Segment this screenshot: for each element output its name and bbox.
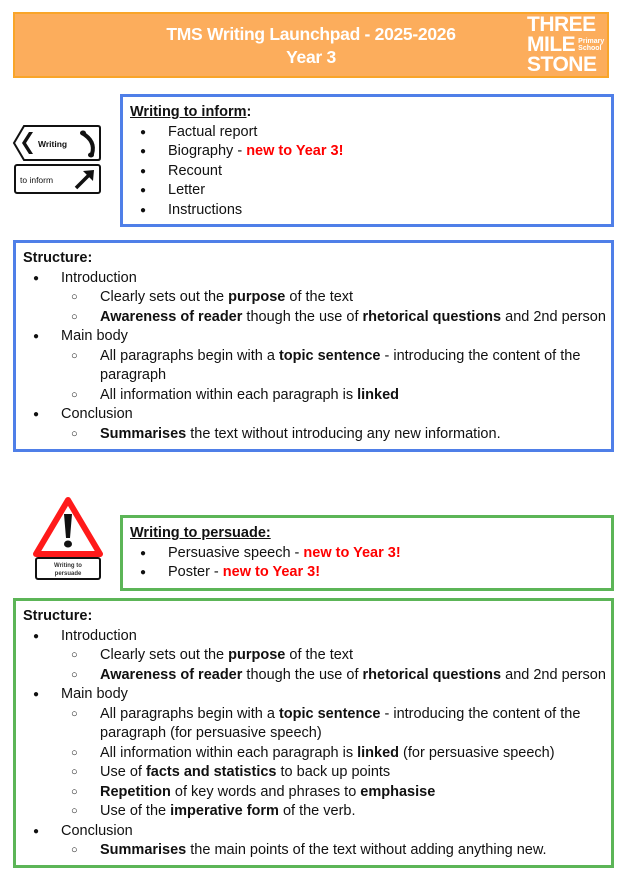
structure-section: ● Conclusion xyxy=(23,822,611,842)
list-item xyxy=(130,544,611,564)
persuade-structure-box xyxy=(13,598,614,868)
structure-point: ○ All information within each paragraph is linked (for persuasive speech) xyxy=(23,744,611,764)
sign-bottom-text: to inform xyxy=(20,175,54,185)
structure-point: ○ Use of facts and statistics to back up points xyxy=(23,763,611,783)
structure-point: ○ Awareness of reader though the use of rhetorical questions and 2nd person xyxy=(23,666,611,686)
structure-point: ○ Awareness of reader though the use of rhetorical questions and 2nd person xyxy=(23,308,611,328)
inform-types-box xyxy=(120,94,614,227)
structure-point: ○ Clearly sets out the purpose of the text xyxy=(23,288,611,308)
list-item-text: Biography - xyxy=(168,143,247,159)
logo-mile: MILE xyxy=(527,33,576,56)
key-term: rhetorical questions xyxy=(362,308,502,325)
warning-sign-icon xyxy=(33,496,103,581)
key-term: Summarises xyxy=(100,842,187,858)
page-header xyxy=(13,12,609,78)
inform-structure-list xyxy=(23,269,611,445)
list-item-text: Recount xyxy=(168,162,223,179)
key-term: rhetorical questions xyxy=(362,666,502,683)
warning-sign-line2: persuade xyxy=(54,571,82,577)
warning-sign-line1: Writing to xyxy=(54,563,82,569)
school-logo xyxy=(527,13,605,77)
persuade-heading xyxy=(130,524,611,544)
inform-heading xyxy=(130,103,611,123)
key-term: Awareness of reader xyxy=(100,666,243,683)
list-item xyxy=(130,162,611,182)
structure-section: ● Conclusion xyxy=(23,405,611,425)
key-term: linked xyxy=(357,386,400,403)
key-term: purpose xyxy=(228,647,286,663)
list-item-text: Instructions xyxy=(168,201,243,218)
key-term: emphasise xyxy=(360,783,436,800)
structure-point: ○ Summarises the text without introducing any new information. xyxy=(23,425,611,445)
new-badge: new to Year 3! xyxy=(222,564,321,580)
structure-point: ○ All paragraphs begin with a topic sentence - introducing the content of the paragraph (for persuasive speech) xyxy=(23,705,611,744)
logo-primary: Primary xyxy=(578,38,605,45)
persuade-heading-text: Writing to persuade: xyxy=(130,525,271,541)
structure-section: ● Main body xyxy=(23,327,611,347)
list-item xyxy=(130,142,611,162)
key-term: Summarises xyxy=(100,425,187,442)
logo-school: School xyxy=(578,45,602,52)
list-item xyxy=(130,563,611,583)
list-item-text: Letter xyxy=(168,182,206,198)
structure-point: ○ Clearly sets out the purpose of the text xyxy=(23,646,611,666)
title-line-1: TMS Writing Launchpad - 2025-2026 xyxy=(166,24,456,44)
page-title xyxy=(15,23,607,69)
warning-sign-graphic xyxy=(33,496,103,581)
logo-stone: STONE xyxy=(527,53,597,76)
logo-three: THREE xyxy=(527,13,596,36)
persuade-structure-heading: Structure: xyxy=(23,608,93,624)
new-badge: new to Year 3! xyxy=(246,143,344,159)
key-term: facts and statistics xyxy=(145,764,277,780)
key-term: linked xyxy=(357,744,400,761)
sign-top-text: Writing xyxy=(38,139,68,149)
persuade-structure-list xyxy=(23,627,611,861)
inform-structure-heading: Structure: xyxy=(23,250,93,266)
key-term: purpose xyxy=(228,289,286,305)
inform-heading-text: Writing to inform xyxy=(130,104,247,120)
list-item-text: Persuasive speech - xyxy=(168,544,304,561)
logo-primary-school xyxy=(578,38,604,52)
title-line-2: Year 3 xyxy=(286,47,336,67)
structure-section: ● Introduction xyxy=(23,269,611,289)
key-term: Repetition xyxy=(100,783,171,800)
list-item-text: Poster - xyxy=(168,564,223,580)
structure-section: ● Introduction xyxy=(23,627,611,647)
structure-section: ● Main body xyxy=(23,685,611,705)
new-badge: new to Year 3! xyxy=(303,544,401,561)
inform-types-list xyxy=(130,123,611,221)
list-item xyxy=(130,123,611,143)
signpost-graphic xyxy=(12,124,102,196)
key-term: topic sentence xyxy=(278,347,381,364)
persuade-types-box xyxy=(120,515,614,591)
structure-point: ○ Use of the imperative form of the verb. xyxy=(23,802,611,822)
key-term: Awareness of reader xyxy=(100,308,243,325)
structure-point: ○ All paragraphs begin with a topic sentence - introducing the content of the paragraph xyxy=(23,347,611,386)
key-term: imperative form xyxy=(170,803,279,819)
inform-structure-box xyxy=(13,240,614,452)
list-item xyxy=(130,181,611,201)
list-item-text: Factual report xyxy=(168,123,258,140)
signpost-icon xyxy=(12,124,102,196)
list-item xyxy=(130,201,611,221)
key-term: topic sentence xyxy=(278,705,381,722)
structure-point: ○ Repetition of key words and phrases to emphasise xyxy=(23,783,611,803)
inform-heading-colon: : xyxy=(246,104,252,120)
persuade-types-list xyxy=(130,544,611,583)
structure-point: ○ All information within each paragraph is linked xyxy=(23,386,611,406)
structure-point: ○ Summarises the main points of the text without adding anything new. xyxy=(23,841,611,861)
